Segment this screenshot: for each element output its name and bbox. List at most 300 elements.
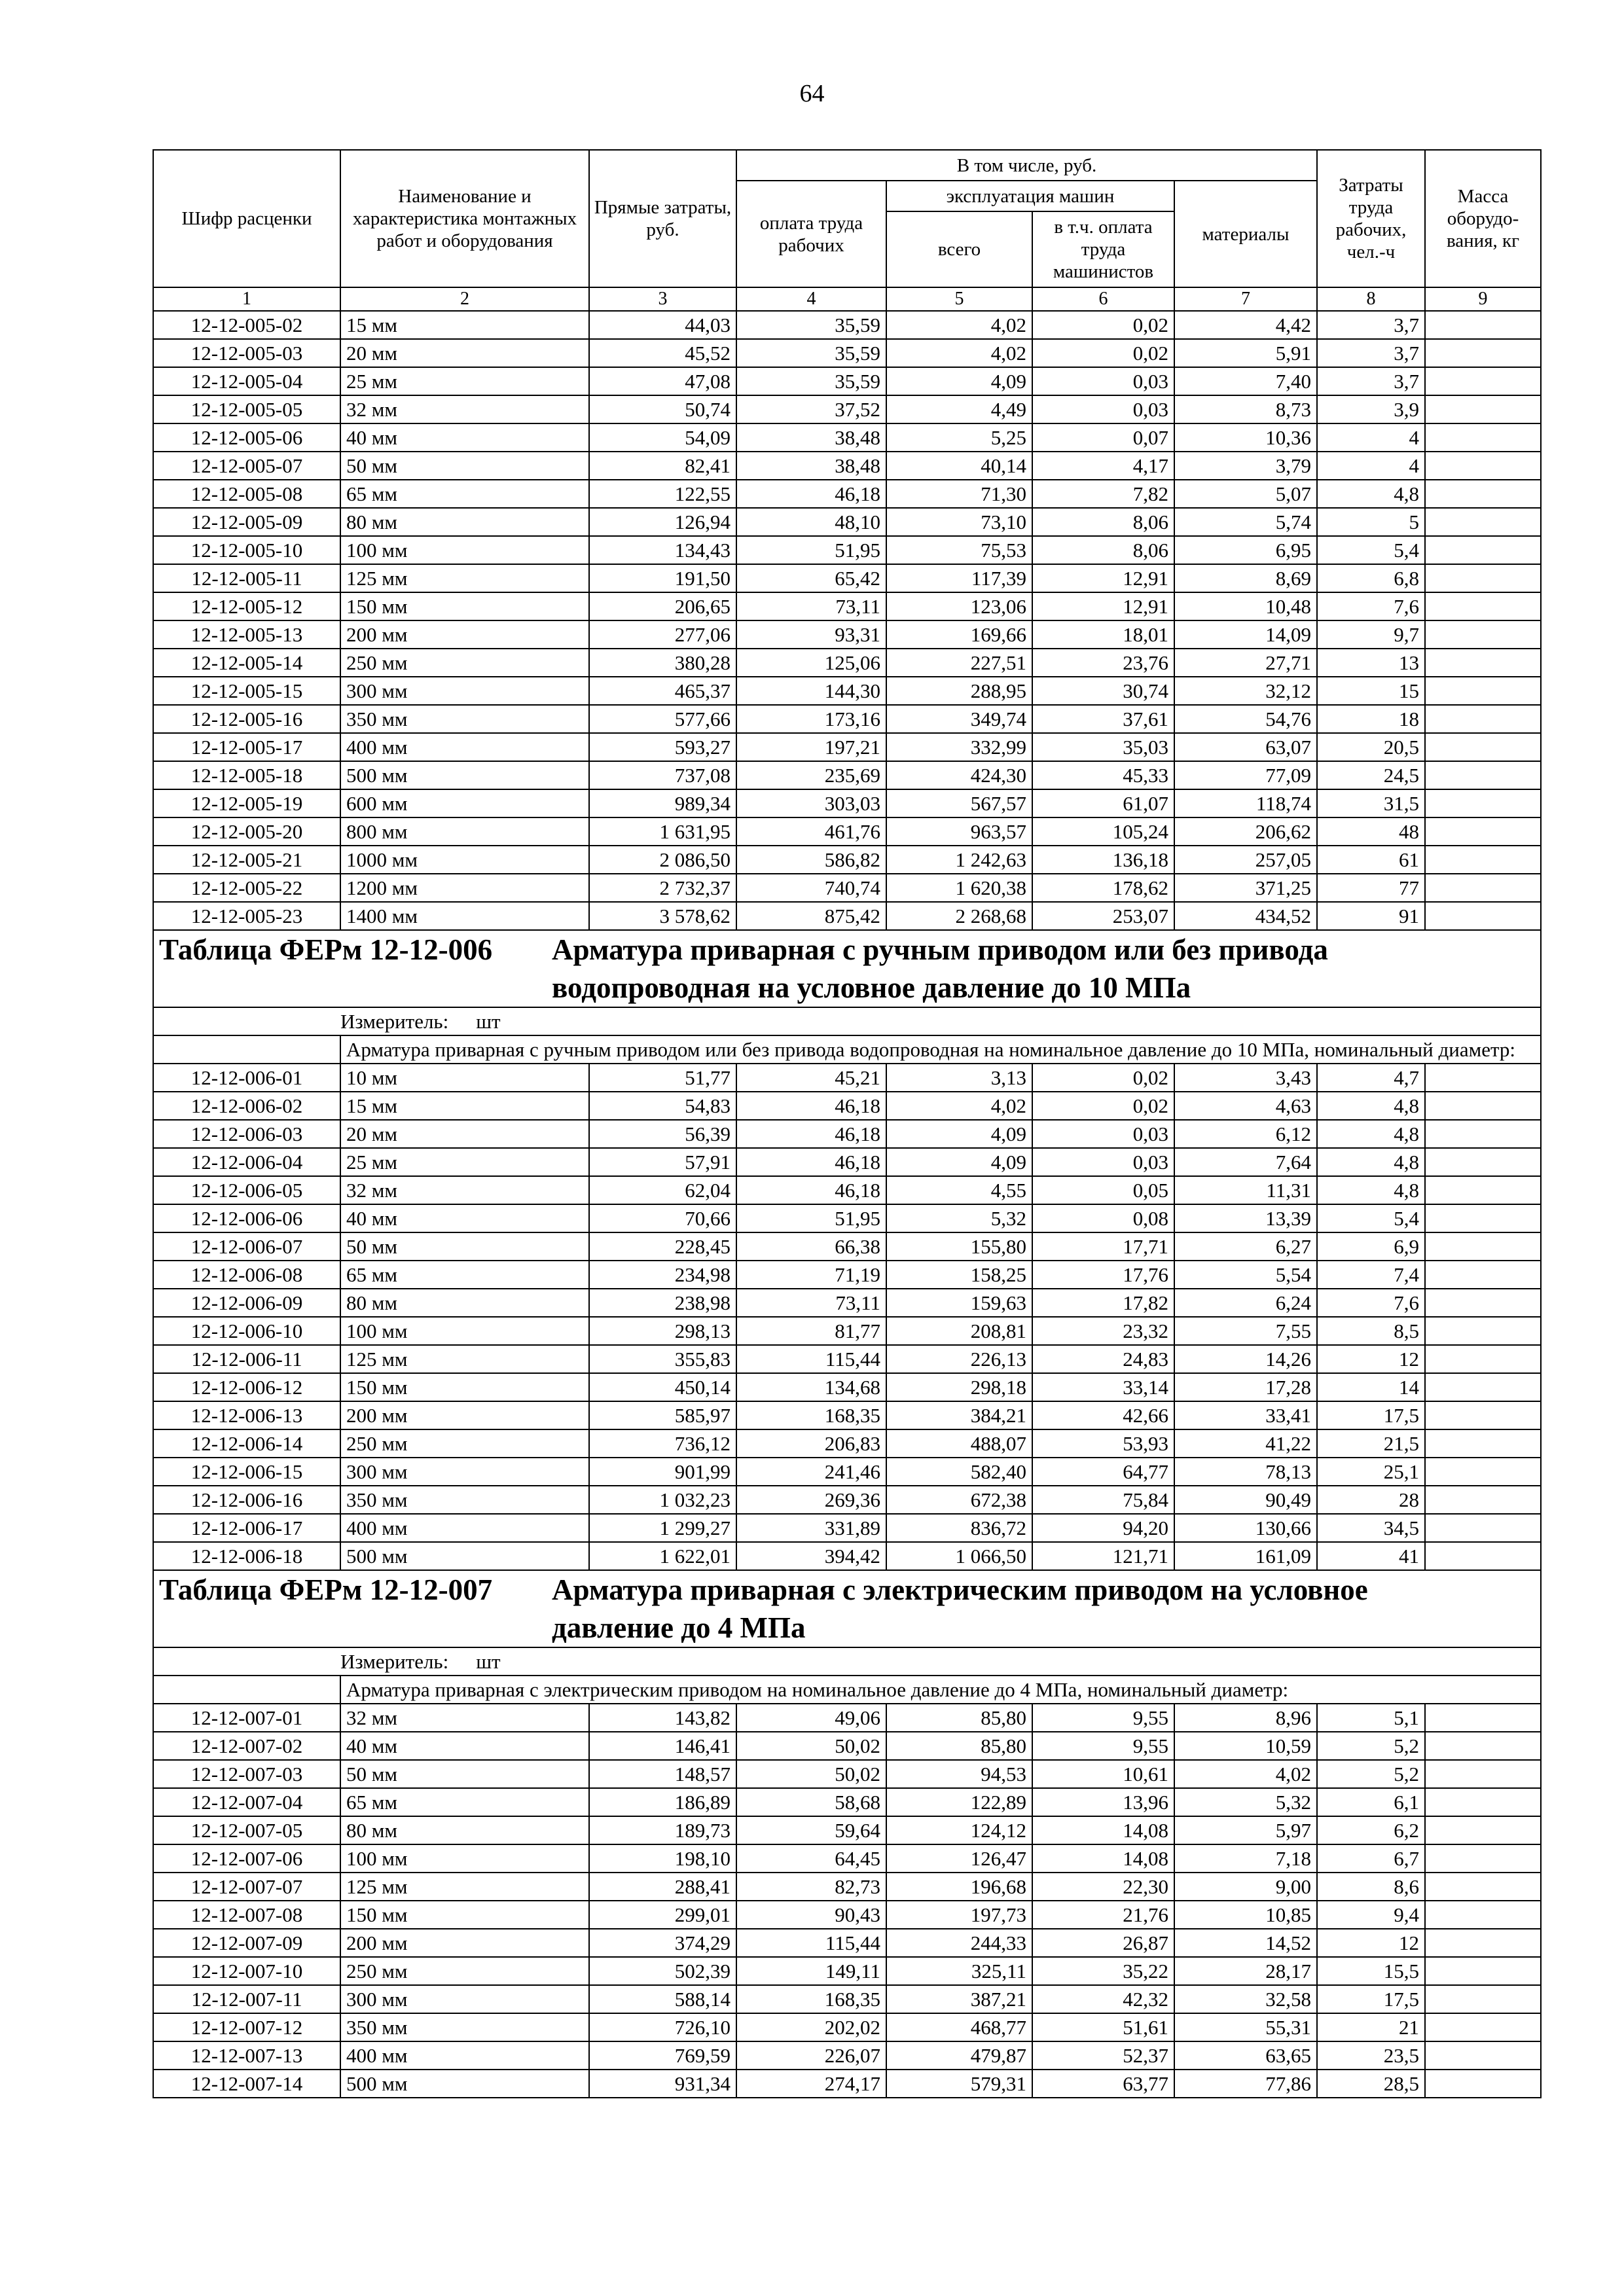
direct-costs: 45,52 xyxy=(589,339,736,367)
labor-pay: 46,18 xyxy=(736,1148,886,1176)
direct-costs: 57,91 xyxy=(589,1148,736,1176)
direct-costs: 588,14 xyxy=(589,1985,736,2013)
equipment-mass xyxy=(1425,480,1541,508)
machinist-pay: 12,91 xyxy=(1032,592,1174,620)
materials: 54,76 xyxy=(1174,705,1317,733)
table-row xyxy=(153,452,1541,480)
machines-total: 4,09 xyxy=(886,1120,1032,1148)
equipment-mass xyxy=(1425,564,1541,592)
direct-costs: 51,77 xyxy=(589,1064,736,1092)
work-name: 300 мм xyxy=(340,1985,589,2013)
equipment-mass xyxy=(1425,902,1541,930)
equipment-mass xyxy=(1425,1092,1541,1120)
table-007-body xyxy=(153,1704,1541,2098)
machinist-pay: 33,14 xyxy=(1032,1373,1174,1401)
section-007-header xyxy=(153,1570,1541,1704)
materials: 8,69 xyxy=(1174,564,1317,592)
materials: 161,09 xyxy=(1174,1542,1317,1570)
table-row xyxy=(153,1317,1541,1345)
work-name: 32 мм xyxy=(340,395,589,423)
labor-hours: 5,4 xyxy=(1317,1204,1425,1232)
rate-code: 12-12-006-03 xyxy=(153,1120,340,1148)
machines-total: 123,06 xyxy=(886,592,1032,620)
labor-pay: 38,48 xyxy=(736,423,886,452)
machines-total: 71,30 xyxy=(886,480,1032,508)
labor-pay: 59,64 xyxy=(736,1816,886,1844)
machines-total: 963,57 xyxy=(886,817,1032,846)
machines-total: 5,25 xyxy=(886,423,1032,452)
work-name: 1400 мм xyxy=(340,902,589,930)
labor-pay: 51,95 xyxy=(736,536,886,564)
rate-code: 12-12-006-14 xyxy=(153,1429,340,1458)
labor-hours: 61 xyxy=(1317,846,1425,874)
machines-total: 75,53 xyxy=(886,536,1032,564)
direct-costs: 191,50 xyxy=(589,564,736,592)
equipment-mass xyxy=(1425,1064,1541,1092)
machinist-pay: 14,08 xyxy=(1032,1816,1174,1844)
rate-code: 12-12-006-09 xyxy=(153,1289,340,1317)
materials: 3,43 xyxy=(1174,1064,1317,1092)
labor-hours: 3,9 xyxy=(1317,395,1425,423)
machines-total: 4,02 xyxy=(886,1092,1032,1120)
labor-pay: 740,74 xyxy=(736,874,886,902)
work-name: 150 мм xyxy=(340,1901,589,1929)
materials: 118,74 xyxy=(1174,789,1317,817)
direct-costs: 726,10 xyxy=(589,2013,736,2041)
machines-total: 4,09 xyxy=(886,367,1032,395)
direct-costs: 234,98 xyxy=(589,1261,736,1289)
direct-costs: 54,83 xyxy=(589,1092,736,1120)
direct-costs: 450,14 xyxy=(589,1373,736,1401)
equipment-mass xyxy=(1425,1985,1541,2013)
direct-costs: 502,39 xyxy=(589,1957,736,1985)
table-row xyxy=(153,1514,1541,1542)
labor-pay: 197,21 xyxy=(736,733,886,761)
machines-total: 197,73 xyxy=(886,1901,1032,1929)
labor-pay: 331,89 xyxy=(736,1514,886,1542)
materials: 14,26 xyxy=(1174,1345,1317,1373)
labor-hours: 4,8 xyxy=(1317,480,1425,508)
work-name: 65 мм xyxy=(340,1261,589,1289)
materials: 41,22 xyxy=(1174,1429,1317,1458)
machines-total: 4,55 xyxy=(886,1176,1032,1204)
work-name: 32 мм xyxy=(340,1704,589,1732)
labor-hours: 6,1 xyxy=(1317,1788,1425,1816)
labor-hours: 4,7 xyxy=(1317,1064,1425,1092)
rate-code: 12-12-005-03 xyxy=(153,339,340,367)
labor-pay: 206,83 xyxy=(736,1429,886,1458)
materials: 9,00 xyxy=(1174,1873,1317,1901)
labor-hours: 23,5 xyxy=(1317,2041,1425,2070)
machinist-pay: 12,91 xyxy=(1032,564,1174,592)
labor-hours: 9,7 xyxy=(1317,620,1425,649)
equipment-mass xyxy=(1425,423,1541,452)
machines-total: 468,77 xyxy=(886,2013,1032,2041)
header-name: Наименование и характеристика монтажных работ и оборудования xyxy=(340,150,589,287)
rate-code: 12-12-005-19 xyxy=(153,789,340,817)
machinist-pay: 0,02 xyxy=(1032,1064,1174,1092)
work-name: 15 мм xyxy=(340,311,589,339)
materials: 371,25 xyxy=(1174,874,1317,902)
machines-total: 582,40 xyxy=(886,1458,1032,1486)
rate-code: 12-12-006-15 xyxy=(153,1458,340,1486)
equipment-mass xyxy=(1425,1486,1541,1514)
materials: 5,54 xyxy=(1174,1261,1317,1289)
machinist-pay: 17,76 xyxy=(1032,1261,1174,1289)
direct-costs: 380,28 xyxy=(589,649,736,677)
table-row xyxy=(153,761,1541,789)
direct-costs: 298,13 xyxy=(589,1317,736,1345)
table-row xyxy=(153,1064,1541,1092)
work-name: 50 мм xyxy=(340,1232,589,1261)
table-row xyxy=(153,874,1541,902)
labor-hours: 6,7 xyxy=(1317,1844,1425,1873)
work-name: 40 мм xyxy=(340,1204,589,1232)
header-direct-costs: Прямые затраты, руб. xyxy=(589,150,736,287)
machines-total: 4,49 xyxy=(886,395,1032,423)
table-row xyxy=(153,1704,1541,1732)
materials: 6,24 xyxy=(1174,1289,1317,1317)
equipment-mass xyxy=(1425,1176,1541,1204)
table-row xyxy=(153,311,1541,339)
rate-code: 12-12-005-04 xyxy=(153,367,340,395)
machines-total: 332,99 xyxy=(886,733,1032,761)
labor-pay: 168,35 xyxy=(736,1401,886,1429)
machinist-pay: 26,87 xyxy=(1032,1929,1174,1957)
rate-code: 12-12-007-05 xyxy=(153,1816,340,1844)
equipment-mass xyxy=(1425,1120,1541,1148)
rate-code: 12-12-005-09 xyxy=(153,508,340,536)
direct-costs: 228,45 xyxy=(589,1232,736,1261)
materials: 55,31 xyxy=(1174,2013,1317,2041)
labor-hours: 4,8 xyxy=(1317,1092,1425,1120)
column-number: 3 xyxy=(589,287,736,311)
machines-total: 4,09 xyxy=(886,1148,1032,1176)
equipment-mass xyxy=(1425,1873,1541,1901)
direct-costs: 355,83 xyxy=(589,1345,736,1373)
work-name: 200 мм xyxy=(340,620,589,649)
equipment-mass xyxy=(1425,1732,1541,1760)
materials: 130,66 xyxy=(1174,1514,1317,1542)
labor-hours: 4,8 xyxy=(1317,1176,1425,1204)
equipment-mass xyxy=(1425,2070,1541,2098)
work-name: 100 мм xyxy=(340,1844,589,1873)
rate-code: 12-12-006-18 xyxy=(153,1542,340,1570)
machines-total: 288,95 xyxy=(886,677,1032,705)
machinist-pay: 51,61 xyxy=(1032,2013,1174,2041)
labor-hours: 17,5 xyxy=(1317,1985,1425,2013)
work-name: 500 мм xyxy=(340,761,589,789)
labor-hours: 48 xyxy=(1317,817,1425,846)
machines-total: 85,80 xyxy=(886,1704,1032,1732)
section-006-description: Арматура приварная с ручным приводом или без привода водопроводная на номинальное давление до 10 МПа, номинальный диаметр: xyxy=(340,1035,1541,1064)
labor-pay: 235,69 xyxy=(736,761,886,789)
unit-label: Измеритель: xyxy=(340,1649,449,1673)
direct-costs: 186,89 xyxy=(589,1788,736,1816)
rate-code: 12-12-005-05 xyxy=(153,395,340,423)
table-row xyxy=(153,480,1541,508)
work-name: 300 мм xyxy=(340,1458,589,1486)
rate-code: 12-12-007-14 xyxy=(153,2070,340,2098)
equipment-mass xyxy=(1425,1844,1541,1873)
direct-costs: 1 631,95 xyxy=(589,817,736,846)
unit-value: шт xyxy=(476,1009,501,1033)
materials: 5,74 xyxy=(1174,508,1317,536)
table-row xyxy=(153,705,1541,733)
machines-total: 579,31 xyxy=(886,2070,1032,2098)
table-row xyxy=(153,1732,1541,1760)
labor-pay: 71,19 xyxy=(736,1261,886,1289)
work-name: 350 мм xyxy=(340,705,589,733)
work-name: 350 мм xyxy=(340,2013,589,2041)
rate-code: 12-12-005-16 xyxy=(153,705,340,733)
rate-code: 12-12-007-06 xyxy=(153,1844,340,1873)
labor-pay: 269,36 xyxy=(736,1486,886,1514)
rate-code: 12-12-005-18 xyxy=(153,761,340,789)
labor-hours: 28,5 xyxy=(1317,2070,1425,2098)
labor-hours: 25,1 xyxy=(1317,1458,1425,1486)
table-row xyxy=(153,536,1541,564)
machinist-pay: 0,03 xyxy=(1032,395,1174,423)
machines-total: 387,21 xyxy=(886,1985,1032,2013)
equipment-mass xyxy=(1425,1232,1541,1261)
machines-total: 94,53 xyxy=(886,1760,1032,1788)
work-name: 50 мм xyxy=(340,1760,589,1788)
table-row xyxy=(153,1816,1541,1844)
equipment-mass xyxy=(1425,1261,1541,1289)
work-name: 50 мм xyxy=(340,452,589,480)
machines-total: 567,57 xyxy=(886,789,1032,817)
column-number: 2 xyxy=(340,287,589,311)
labor-hours: 7,6 xyxy=(1317,592,1425,620)
section-006-title-line2: водопроводная на условное давление до 10 МПа xyxy=(552,971,1191,1004)
table-row xyxy=(153,395,1541,423)
work-name: 250 мм xyxy=(340,1429,589,1458)
materials: 434,52 xyxy=(1174,902,1317,930)
direct-costs: 288,41 xyxy=(589,1873,736,1901)
machinist-pay: 253,07 xyxy=(1032,902,1174,930)
table-row xyxy=(153,1429,1541,1458)
table-row xyxy=(153,1232,1541,1261)
rate-code: 12-12-007-04 xyxy=(153,1788,340,1816)
equipment-mass xyxy=(1425,367,1541,395)
materials: 5,97 xyxy=(1174,1816,1317,1844)
labor-pay: 35,59 xyxy=(736,311,886,339)
direct-costs: 3 578,62 xyxy=(589,902,736,930)
direct-costs: 577,66 xyxy=(589,705,736,733)
work-name: 150 мм xyxy=(340,592,589,620)
table-row xyxy=(153,1401,1541,1429)
rate-code: 12-12-006-17 xyxy=(153,1514,340,1542)
header-machinist-pay: в т.ч. оплата труда машинистов xyxy=(1032,211,1174,287)
equipment-mass xyxy=(1425,1148,1541,1176)
machinist-pay: 14,08 xyxy=(1032,1844,1174,1873)
machines-total: 117,39 xyxy=(886,564,1032,592)
materials: 8,96 xyxy=(1174,1704,1317,1732)
table-row xyxy=(153,1345,1541,1373)
table-row xyxy=(153,1542,1541,1570)
equipment-mass xyxy=(1425,620,1541,649)
machinist-pay: 178,62 xyxy=(1032,874,1174,902)
labor-hours: 5,2 xyxy=(1317,1760,1425,1788)
machinist-pay: 42,66 xyxy=(1032,1401,1174,1429)
work-name: 1000 мм xyxy=(340,846,589,874)
work-name: 125 мм xyxy=(340,1345,589,1373)
rate-code: 12-12-005-11 xyxy=(153,564,340,592)
work-name: 500 мм xyxy=(340,2070,589,2098)
labor-hours: 18 xyxy=(1317,705,1425,733)
table-row xyxy=(153,1261,1541,1289)
machines-total: 122,89 xyxy=(886,1788,1032,1816)
table-header xyxy=(153,150,1541,311)
labor-hours: 5,4 xyxy=(1317,536,1425,564)
materials: 32,12 xyxy=(1174,677,1317,705)
materials: 27,71 xyxy=(1174,649,1317,677)
table-row xyxy=(153,1985,1541,2013)
direct-costs: 62,04 xyxy=(589,1176,736,1204)
labor-pay: 46,18 xyxy=(736,480,886,508)
materials: 6,95 xyxy=(1174,536,1317,564)
labor-pay: 303,03 xyxy=(736,789,886,817)
rate-code: 12-12-005-23 xyxy=(153,902,340,930)
work-name: 10 мм xyxy=(340,1064,589,1092)
unit-label: Измеритель: xyxy=(340,1009,449,1033)
work-name: 600 мм xyxy=(340,789,589,817)
section-007-title-line2: давление до 4 МПа xyxy=(552,1611,806,1644)
materials: 13,39 xyxy=(1174,1204,1317,1232)
machinist-pay: 53,93 xyxy=(1032,1429,1174,1458)
column-number: 9 xyxy=(1425,287,1541,311)
labor-hours: 34,5 xyxy=(1317,1514,1425,1542)
labor-hours: 15,5 xyxy=(1317,1957,1425,1985)
materials: 4,02 xyxy=(1174,1760,1317,1788)
header-labor-pay: оплата труда рабочих xyxy=(736,181,886,287)
section-006-title xyxy=(153,930,1541,1007)
materials: 7,55 xyxy=(1174,1317,1317,1345)
rate-code: 12-12-005-12 xyxy=(153,592,340,620)
materials: 11,31 xyxy=(1174,1176,1317,1204)
labor-hours: 6,9 xyxy=(1317,1232,1425,1261)
table-row xyxy=(153,1289,1541,1317)
labor-hours: 20,5 xyxy=(1317,733,1425,761)
machinist-pay: 24,83 xyxy=(1032,1345,1174,1373)
machinist-pay: 21,76 xyxy=(1032,1901,1174,1929)
labor-pay: 875,42 xyxy=(736,902,886,930)
equipment-mass xyxy=(1425,311,1541,339)
direct-costs: 134,43 xyxy=(589,536,736,564)
rate-code: 12-12-007-02 xyxy=(153,1732,340,1760)
labor-pay: 50,02 xyxy=(736,1732,886,1760)
direct-costs: 189,73 xyxy=(589,1816,736,1844)
machinist-pay: 22,30 xyxy=(1032,1873,1174,1901)
table-row xyxy=(153,1176,1541,1204)
table-row xyxy=(153,1760,1541,1788)
equipment-mass xyxy=(1425,1345,1541,1373)
empty-cell xyxy=(153,1035,340,1064)
labor-pay: 226,07 xyxy=(736,2041,886,2070)
rate-code: 12-12-005-13 xyxy=(153,620,340,649)
rate-code: 12-12-005-06 xyxy=(153,423,340,452)
empty-cell xyxy=(153,1676,340,1704)
direct-costs: 989,34 xyxy=(589,789,736,817)
equipment-mass xyxy=(1425,649,1541,677)
labor-pay: 46,18 xyxy=(736,1120,886,1148)
rate-code: 12-12-007-01 xyxy=(153,1704,340,1732)
machinist-pay: 64,77 xyxy=(1032,1458,1174,1486)
rate-code: 12-12-005-08 xyxy=(153,480,340,508)
labor-pay: 125,06 xyxy=(736,649,886,677)
labor-hours: 12 xyxy=(1317,1345,1425,1373)
labor-hours: 12 xyxy=(1317,1929,1425,1957)
table-row xyxy=(153,1929,1541,1957)
machines-total: 40,14 xyxy=(886,452,1032,480)
labor-pay: 81,77 xyxy=(736,1317,886,1345)
machinist-pay: 10,61 xyxy=(1032,1760,1174,1788)
machines-total: 672,38 xyxy=(886,1486,1032,1514)
work-name: 200 мм xyxy=(340,1401,589,1429)
machines-total: 244,33 xyxy=(886,1929,1032,1957)
machines-total: 5,32 xyxy=(886,1204,1032,1232)
table-row xyxy=(153,1204,1541,1232)
table-row xyxy=(153,846,1541,874)
machinist-pay: 0,08 xyxy=(1032,1204,1174,1232)
direct-costs: 277,06 xyxy=(589,620,736,649)
direct-costs: 44,03 xyxy=(589,311,736,339)
labor-pay: 58,68 xyxy=(736,1788,886,1816)
direct-costs: 901,99 xyxy=(589,1458,736,1486)
labor-hours: 9,4 xyxy=(1317,1901,1425,1929)
machines-total: 208,81 xyxy=(886,1317,1032,1345)
labor-hours: 31,5 xyxy=(1317,789,1425,817)
materials: 10,48 xyxy=(1174,592,1317,620)
direct-costs: 126,94 xyxy=(589,508,736,536)
work-name: 1200 мм xyxy=(340,874,589,902)
labor-pay: 202,02 xyxy=(736,2013,886,2041)
table-005-body xyxy=(153,311,1541,930)
column-number: 4 xyxy=(736,287,886,311)
labor-pay: 173,16 xyxy=(736,705,886,733)
table-006-body xyxy=(153,1064,1541,1570)
machines-total: 226,13 xyxy=(886,1345,1032,1373)
labor-pay: 144,30 xyxy=(736,677,886,705)
materials: 78,13 xyxy=(1174,1458,1317,1486)
materials: 90,49 xyxy=(1174,1486,1317,1514)
rate-code: 12-12-006-06 xyxy=(153,1204,340,1232)
table-row xyxy=(153,592,1541,620)
machinist-pay: 9,55 xyxy=(1032,1732,1174,1760)
rate-code: 12-12-007-03 xyxy=(153,1760,340,1788)
rate-code: 12-12-007-13 xyxy=(153,2041,340,2070)
equipment-mass xyxy=(1425,1760,1541,1788)
labor-hours: 41 xyxy=(1317,1542,1425,1570)
labor-pay: 35,59 xyxy=(736,339,886,367)
equipment-mass xyxy=(1425,1317,1541,1345)
direct-costs: 146,41 xyxy=(589,1732,736,1760)
labor-pay: 64,45 xyxy=(736,1844,886,1873)
unit-value: шт xyxy=(476,1649,501,1673)
column-number: 7 xyxy=(1174,287,1317,311)
labor-hours: 5,1 xyxy=(1317,1704,1425,1732)
work-name: 15 мм xyxy=(340,1092,589,1120)
materials: 14,52 xyxy=(1174,1929,1317,1957)
labor-pay: 35,59 xyxy=(736,367,886,395)
direct-costs: 374,29 xyxy=(589,1929,736,1957)
table-row xyxy=(153,902,1541,930)
labor-pay: 46,18 xyxy=(736,1092,886,1120)
equipment-mass xyxy=(1425,1704,1541,1732)
work-name: 20 мм xyxy=(340,1120,589,1148)
materials: 5,32 xyxy=(1174,1788,1317,1816)
